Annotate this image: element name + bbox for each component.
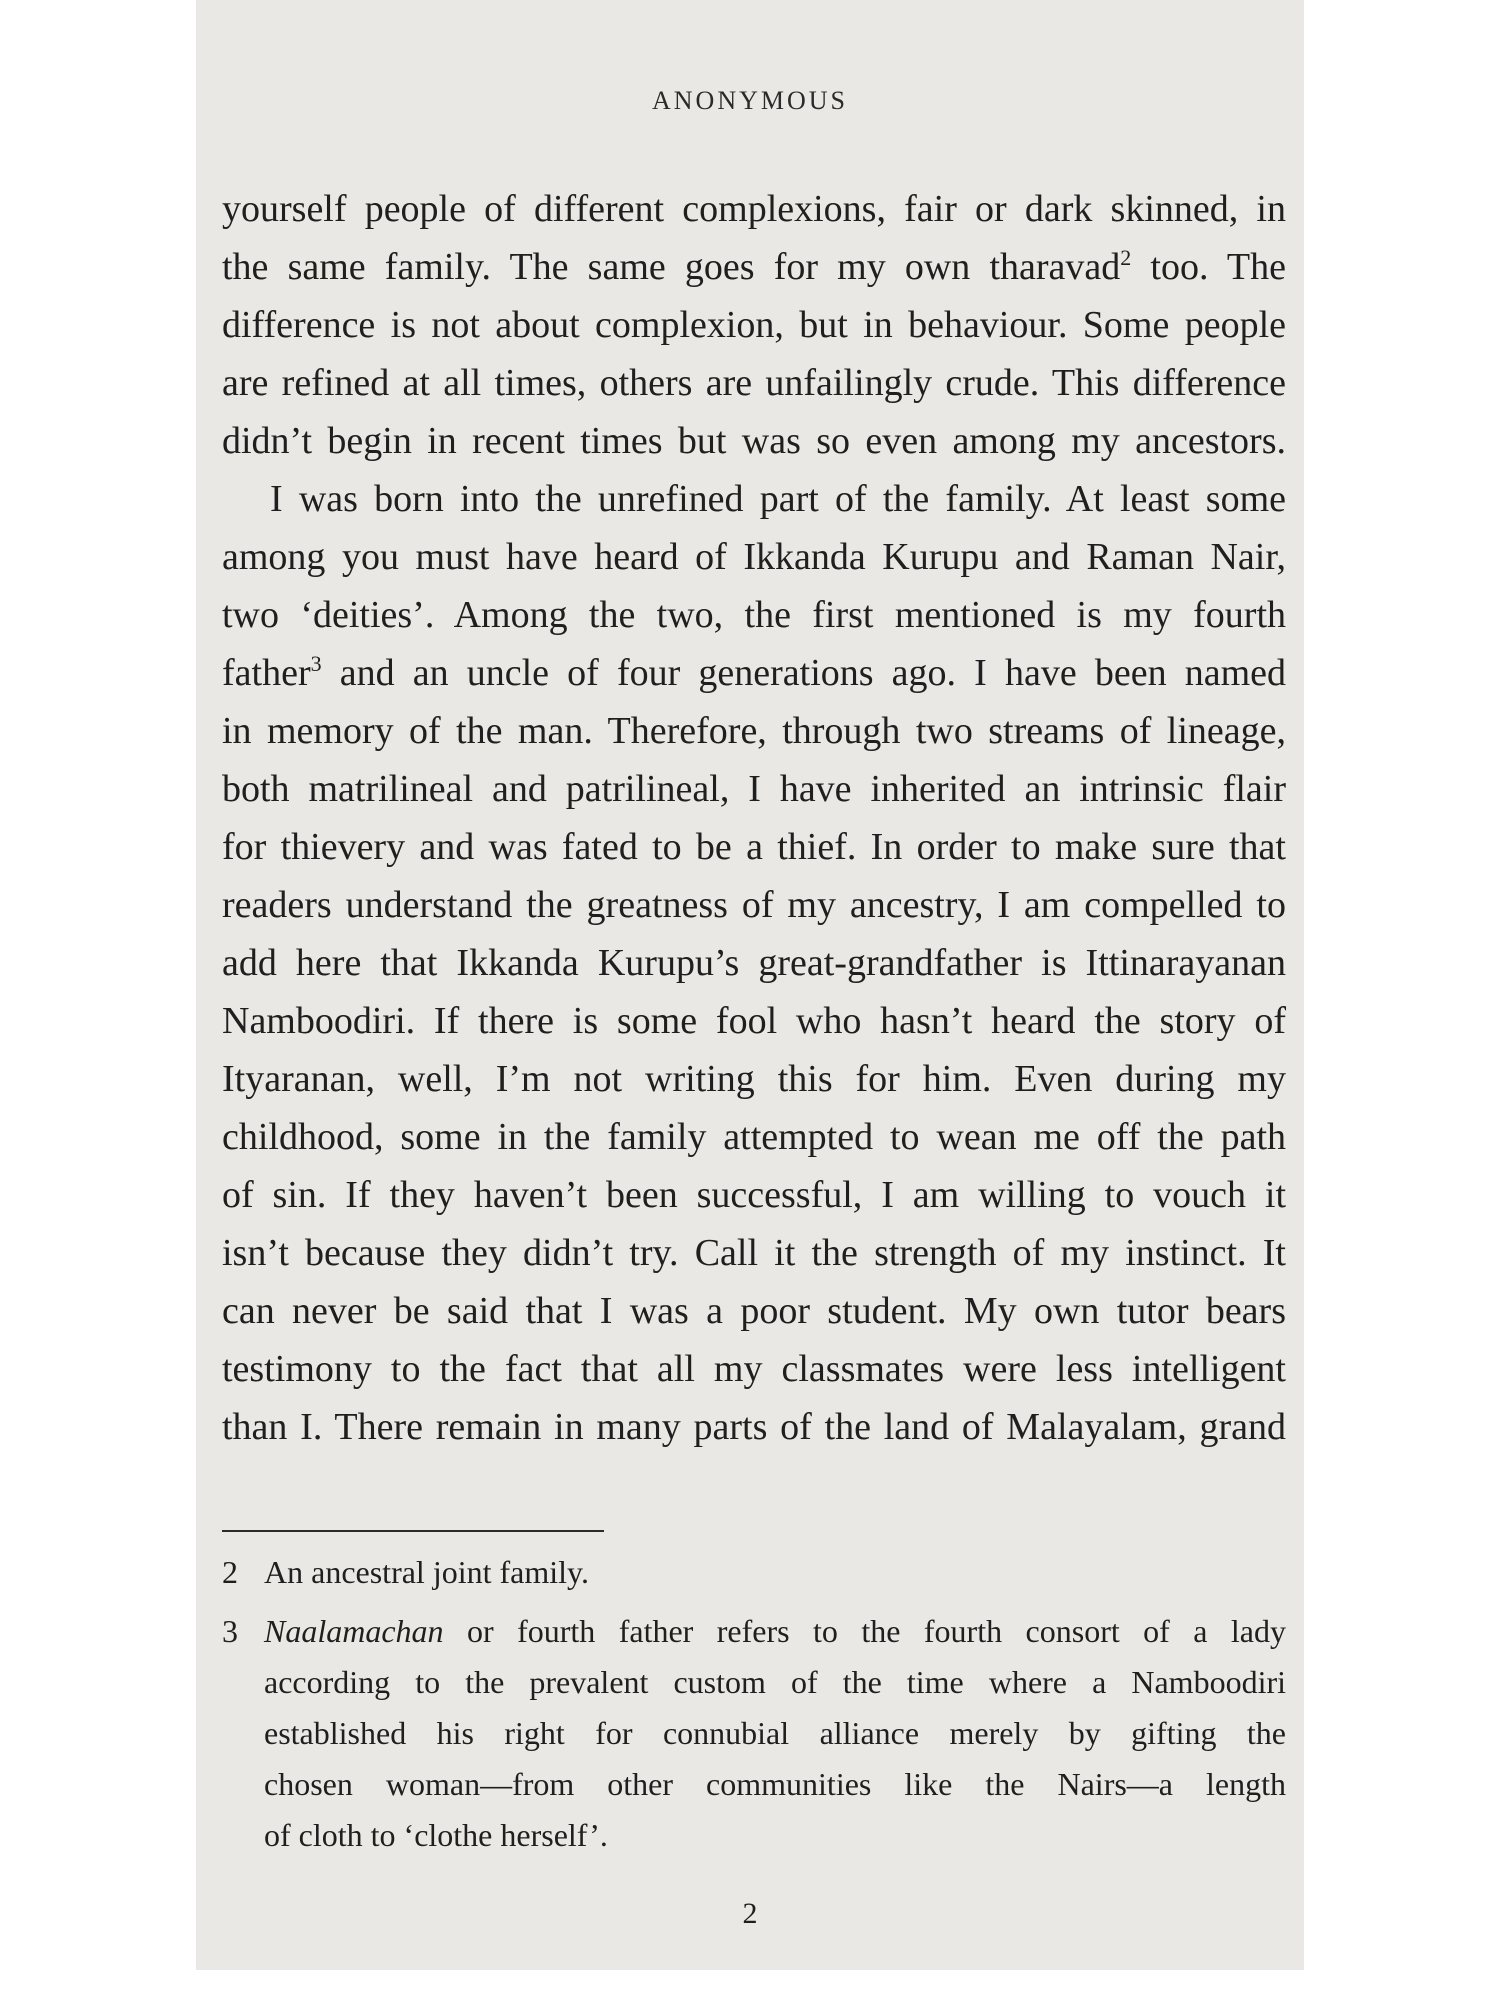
book-page	[196, 0, 1304, 1970]
body-line: for thievery and was fated to be a thief. In order to make sure that	[222, 826, 1286, 868]
body-line: childhood, some in the family attempted to wean me off the path	[222, 1116, 1286, 1158]
body-line: I was born into the unrefined part of the family. At least some	[270, 478, 1286, 520]
footnote-italic-term: Naalamachan	[264, 1613, 444, 1649]
footnote-line: according to the prevalent custom of the time where a Namboodiri	[264, 1664, 1286, 1700]
body-line: of sin. If they haven’t been successful, I am willing to vouch it	[222, 1174, 1286, 1216]
body-line: difference is not about complexion, but in behaviour. Some people	[222, 304, 1286, 346]
footnote-line: of cloth to ‘clothe herself’.	[264, 1817, 608, 1853]
footnotes	[222, 1547, 1286, 1861]
body-line: isn’t because they didn’t try. Call it the strength of my instinct. It	[222, 1232, 1286, 1274]
body-line: add here that Ikkanda Kurupu’s great-grandfather is Ittinarayanan	[222, 942, 1286, 984]
footnote	[222, 1606, 1286, 1861]
footnote-number: 3	[222, 1613, 238, 1649]
footnote-line: An ancestral joint family.	[264, 1554, 589, 1590]
body-line: didn’t begin in recent times but was so even among my ancestors.	[222, 420, 1286, 462]
footnote-ref: 3	[310, 651, 322, 676]
footnote-line: chosen woman—from other communities like the Nairs—a length	[264, 1766, 1286, 1802]
page-number: 2	[742, 1897, 758, 1930]
body-line: Namboodiri. If there is some fool who hasn’t heard the story of	[222, 1000, 1286, 1042]
body-line: in memory of the man. Therefore, through two streams of lineage,	[222, 710, 1286, 752]
footnote-line: Naalamachan or fourth father refers to the fourth consort of a lady	[264, 1613, 1286, 1649]
body-line: the same family. The same goes for my own tharavad$^2$ too. The	[222, 245, 1286, 288]
footnote-number: 2	[222, 1554, 238, 1590]
body-line: are refined at all times, others are unfailingly crude. This difference	[222, 362, 1286, 404]
running-head: ANONYMOUS	[651, 86, 848, 115]
body-line: testimony to the fact that all my classmates were less intelligent	[222, 1348, 1286, 1390]
body-line: two ‘deities’. Among the two, the first mentioned is my fourth	[222, 594, 1286, 636]
body-line: Ityaranan, well, I’m not writing this for him. Even during my	[222, 1058, 1286, 1100]
body-line: father$^3$ and an uncle of four generations ago. I have been named	[222, 651, 1286, 694]
footnote-ref: 2	[1120, 245, 1132, 270]
body-line: than I. There remain in many parts of the land of Malayalam, grand	[222, 1406, 1286, 1448]
footnote-rule	[222, 1530, 604, 1532]
footnote	[222, 1547, 1286, 1598]
body-line: can never be said that I was a poor student. My own tutor bears	[222, 1290, 1286, 1332]
footnote-line: established his right for connubial alliance merely by gifting the	[264, 1715, 1286, 1751]
body-line: yourself people of different complexions, fair or dark skinned, in	[222, 188, 1286, 230]
body-text	[222, 180, 1286, 1456]
body-line: among you must have heard of Ikkanda Kurupu and Raman Nair,	[222, 536, 1286, 578]
body-line: both matrilineal and patrilineal, I have inherited an intrinsic flair	[222, 768, 1286, 810]
body-line: readers understand the greatness of my ancestry, I am compelled to	[222, 884, 1286, 926]
